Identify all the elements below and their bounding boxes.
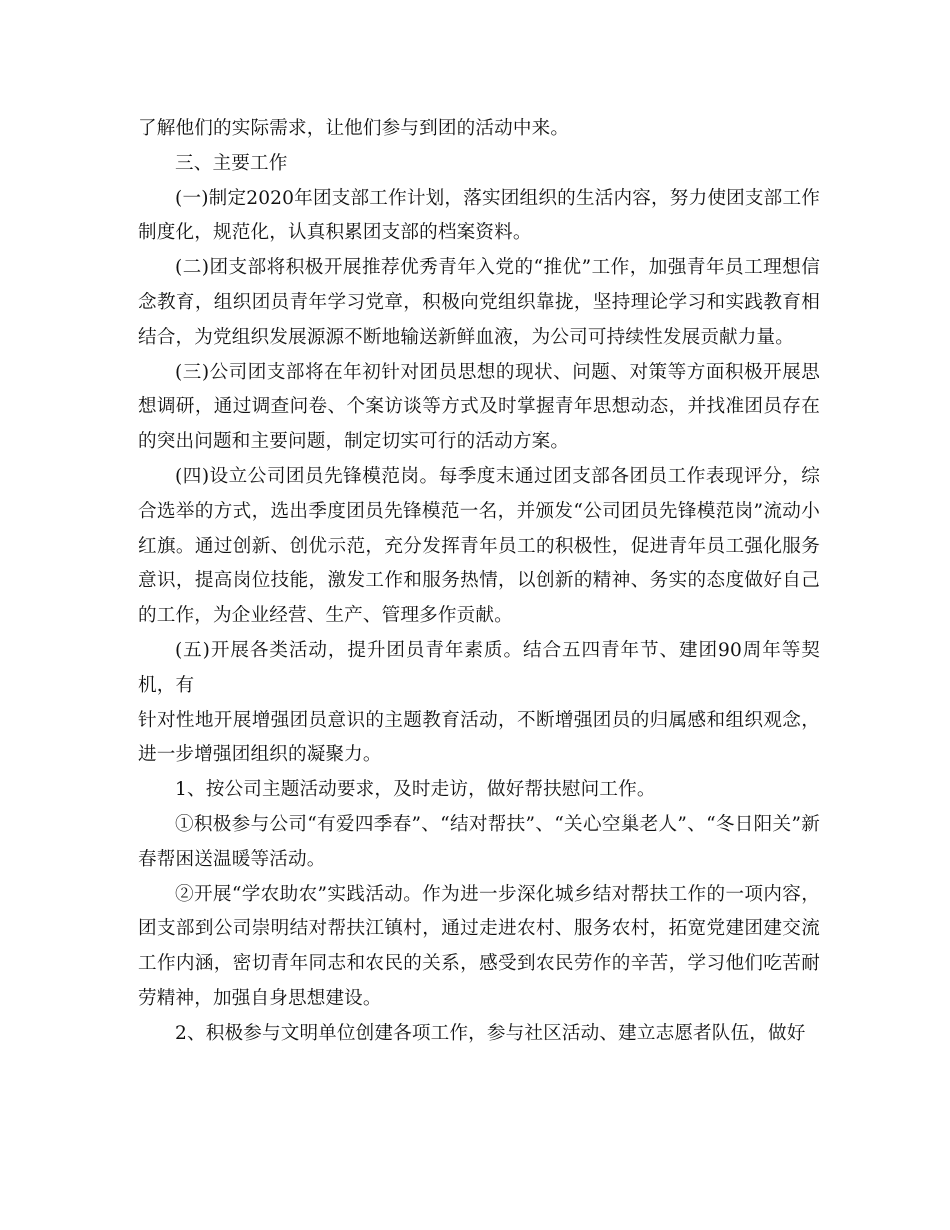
- section-heading: 三、主要工作: [175, 152, 288, 174]
- paragraph-subitem-1: 1、按公司主题活动要求，及时走访，做好帮扶慰问工作。: [175, 779, 656, 801]
- paragraph-1: 了解他们的实际需求，让他们参与到团的活动中来。: [138, 118, 570, 139]
- paragraph-subitem-1-b: ②开展“学农助农”实践活动。作为进一步深化城乡结对帮扶工作的一项内容，团支部到公司崇明结对帮扶江镇村，通过走进农村、服务农村，拓宽党建团建交流工作内涵，密切青年同志和农民的关系，感受到农民劳作的辛苦，学习他们吃苦耐劳精神，加强自身思想建设。: [138, 883, 820, 1009]
- paragraph-item-2: (二)团支部将积极开展推荐优秀青年入党的“推优”工作，加强青年员工理想信念教育，组织团员青年学习党章，积极向党组织靠拢，坚持理论学习和实践教育相结合，为党组织发展源源不断地输送新鲜血液，为公司可持续性发展贡献力量。: [138, 257, 820, 348]
- paragraph-item-5: (五)开展各类活动，提升团员青年素质。结合五四青年节、建团90周年等契机，有: [138, 639, 820, 696]
- paragraph-subitem-2: 2、积极参与文明单位创建各项工作，参与社区活动、建立志愿者队伍，做好: [175, 1022, 806, 1044]
- paragraph-subitem-1-a: ①积极参与公司“有爱四季春”、“结对帮扶”、“关心空巢老人”、“冬日阳关”新春帮困送温暖等活动。: [138, 813, 820, 870]
- paragraph-continuation: 针对性地开展增强团员意识的主题教育活动，不断增强团员的归属感和组织观念，进一步增强团组织的凝聚力。: [138, 709, 820, 766]
- paragraph-item-1: (一)制定2020年团支部工作计划，落实团组织的生活内容，努力使团支部工作制度化，规范化，认真积累团支部的档案资料。: [138, 187, 820, 244]
- paragraph-item-3: (三)公司团支部将在年初针对团员思想的现状、问题、对策等方面积极开展思想调研，通过调查问卷、个案访谈等方式及时掌握青年思想动态，并找准团员存在的突出问题和主要问题，制定切实可行的活动方案。: [138, 361, 820, 453]
- paragraph-item-4: (四)设立公司团员先锋模范岗。每季度末通过团支部各团员工作表现评分，综合选举的方式，选出季度团员先锋模范一名，并颁发“公司团员先锋模范岗”流动小红旗。通过创新、创优示范，充分发挥青年员工的积极性，促进青年员工强化服务意识，提高岗位技能，激发工作和服务热情，以创新的精神、务实的态度做好自己的工作，为企业经营、生产、管理多作贡献。: [138, 465, 820, 627]
